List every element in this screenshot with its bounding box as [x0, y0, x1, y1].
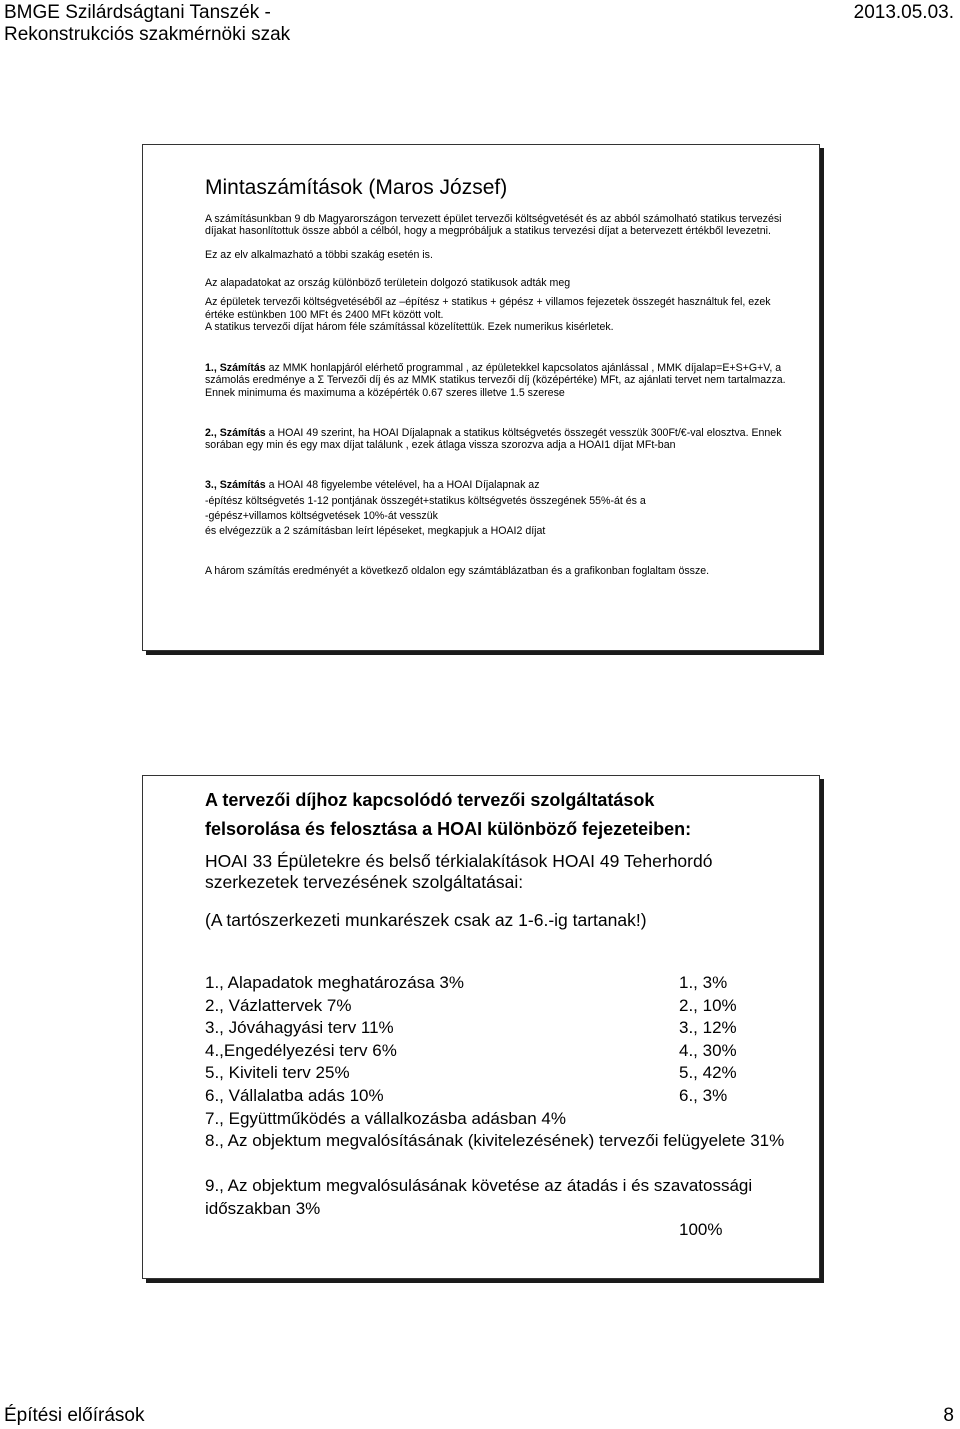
- slide-hoai-services: [142, 775, 820, 1279]
- phase-text: 9., Az objektum megvalósulásának követése az átadás i és szavatossági időszakban 3%: [205, 1176, 753, 1218]
- slide2-heading-line2: felsorolása és felosztása a HOAI különböző fejezeteiben:: [205, 819, 692, 839]
- list-item: [205, 1040, 805, 1063]
- slide1-title: Mintaszámítások (Maros József): [205, 176, 508, 199]
- phase-percentage: 2., 10%: [679, 995, 737, 1015]
- slide1-principle: Ez az elv alkalmazható a többi szakág esetén is.: [205, 248, 433, 261]
- slide1-cost-basis: Az épületek tervezői költségvetéséből az –építész + statikus + gépész + villamos fejezetek összegét használtuk fel, ezek értéke estünkben 100 MFt és 2400 MFt között volt.: [205, 296, 771, 321]
- calc2-number: 2.,: [205, 426, 217, 439]
- phase-percentage: 5., 42%: [679, 1063, 737, 1083]
- header-org-line1: BMGE Szilárdságtani Tanszék -: [4, 2, 271, 23]
- phase-text: 3., Jóváhagyási terv 11%: [205, 1018, 394, 1038]
- phase-percentage: 3., 12%: [679, 1018, 737, 1038]
- header-date: 2013.05.03.: [853, 2, 954, 23]
- page-number: 8: [943, 1405, 954, 1426]
- slide1-intro: A számításunkban 9 db Magyarországon tervezett épület tervezői költségvetését és az abból számolható statikus tervezési díjakat hasonlítottuk össze abból a célból, hogy a megpróbáljuk a statikus tervezési díjat a betervezett értékből levezetni.: [205, 212, 782, 238]
- slide-sample-calculations: [142, 144, 820, 651]
- page-header-org: [4, 2, 290, 46]
- list-item: [205, 972, 805, 995]
- calc2-text: a HOAI 49 szerint, ha HOAI Díjalapnak a statikus költségvetés összegét vesszük 300Ft/€-val elosztva. Ennek sorában egy min és egy max díjat találunk , ezek átlaga vissza szorozva adja a HOAI1 díjat MFt-ban: [205, 426, 782, 452]
- calc1-paragraph: [205, 362, 795, 400]
- phase-percentage: 1., 3%: [679, 973, 728, 992]
- calc3-label: Számítás: [219, 478, 266, 491]
- slide2-heading-line1: A tervezői díjhoz kapcsolódó tervezői szolgáltatások: [205, 790, 655, 810]
- calc1-number: 1.,: [205, 361, 217, 374]
- slide2-hoai-chapters: HOAI 33 Épületekre és belső térkialakítások HOAI 49 Teherhordó szerkezetek tervezésének szolgáltatásai:: [205, 851, 713, 892]
- list-item: [205, 1175, 805, 1220]
- list-item: [205, 1062, 805, 1085]
- slide1-cost-block: [205, 296, 795, 334]
- phase-text: 1., Alapadatok meghatározása 3%: [205, 973, 464, 992]
- calc3-line-steps: és elvégezzük a 2 számításban leírt lépéseket, megkapjuk a HOAI2 díjat: [205, 524, 546, 537]
- slide1-summary: A három számítás eredményét a következő oldalon egy számtáblázatban és a grafikonban foglaltam össze.: [205, 564, 710, 577]
- list-item: [205, 1130, 805, 1175]
- phase-text: 2., Vázlattervek 7%: [205, 995, 352, 1015]
- phase-percentage: 4., 30%: [679, 1040, 737, 1060]
- total-percentage: 100%: [679, 1220, 723, 1239]
- list-item: [205, 1108, 805, 1131]
- calc2-label: Számítás: [219, 426, 266, 439]
- calc3-text: a HOAI 48 figyelembe vételével, ha a HOAI Díjalapnak az: [268, 478, 540, 491]
- calc3-line-architect: -építész költségvetés 1-12 pontjának összegét+statikus költségvetés összegének 55%-át és a: [205, 494, 646, 507]
- list-item: [205, 1085, 805, 1108]
- phase-percentage: 6., 3%: [679, 1085, 728, 1105]
- slide2-note: (A tartószerkezeti munkarészek csak az 1-6.-ig tartanak!): [205, 910, 647, 930]
- list-item: [205, 995, 805, 1018]
- slide1-basis: Az alapadatokat az ország különböző területein dolgozó statikusok adták meg: [205, 276, 571, 289]
- phase-text: 8., Az objektum megvalósításának (kivitelezésének) tervezői felügyelete 31%: [205, 1131, 785, 1151]
- phase-text: 7., Együttműködés a vállalkozásba adásban 4%: [205, 1108, 567, 1128]
- service-phase-list: [205, 972, 805, 1221]
- calc2-paragraph: [205, 427, 795, 452]
- list-item: [205, 1017, 805, 1040]
- calc3-line-mechanical: -gépész+villamos költségvetések 10%-át vesszük: [205, 509, 438, 522]
- slide1-approx: A statikus tervezői díjat három féle számítással közelítettük. Ezek numerikus kisérletek.: [205, 321, 614, 334]
- calc3-number: 3.,: [205, 478, 217, 491]
- phase-text: 5., Kiviteli terv 25%: [205, 1063, 350, 1083]
- calc3-paragraph: [205, 479, 795, 492]
- phase-text: 4.,Engedélyezési terv 6%: [205, 1040, 397, 1060]
- calc1-label: Számítás: [219, 361, 266, 374]
- phase-text: 6., Vállalatba adás 10%: [205, 1085, 384, 1105]
- footer-title: Építési előírások: [4, 1405, 145, 1426]
- header-org-line2: Rekonstrukciós szakmérnöki szak: [4, 24, 291, 45]
- calc1-text: az MMK honlapjáról elérhető programmal , az épületekkel kapcsolatos ajánlással , MMK díjalap=E+S+G+V, a számolás eredménye a Σ Tervezői díj és az MMK statikus tervezői díj (középértéke) MFt, az ajánlati tervet nem tartalmazza. Ennek minimuma és maximuma a középérték 0.67 szeres illetve 1.5 szerese: [205, 361, 786, 399]
